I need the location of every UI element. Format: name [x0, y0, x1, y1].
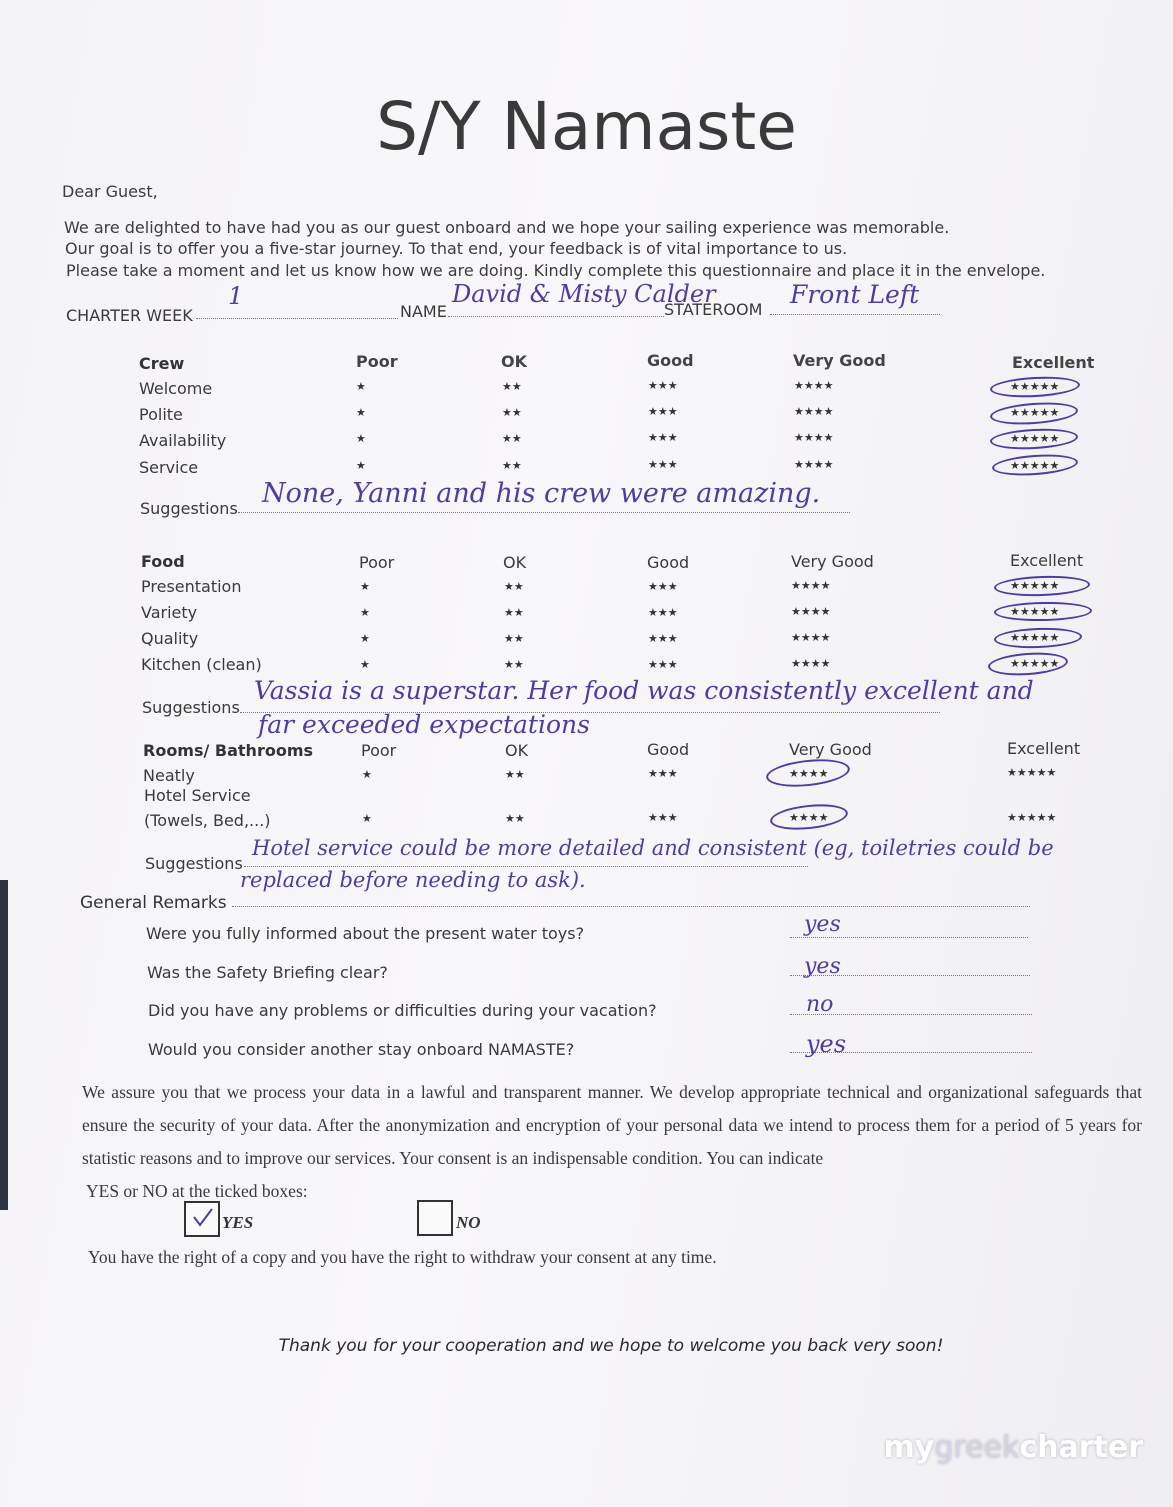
rating-star-4[interactable]: ★★★★ — [794, 406, 834, 418]
watermark-part-greek: greek — [934, 1430, 1020, 1465]
answer-water-toys[interactable]: yes — [804, 912, 841, 937]
rating-star-1[interactable]: ★ — [356, 460, 366, 472]
crew-item-polite: Polite — [139, 405, 183, 424]
thank-you-note: Thank you for your cooperation and we hope to welcome you back very soon! — [278, 1336, 944, 1356]
rating-star-2[interactable]: ★★ — [504, 607, 524, 619]
food-suggestions-line2[interactable]: far exceeded expectations — [258, 710, 590, 739]
crew-suggestions-text[interactable]: None, Yanni and his crew were amazing. — [262, 478, 821, 509]
rating-star-4[interactable]: ★★★★ — [791, 606, 831, 618]
rooms-suggestions-line2[interactable]: replaced before needing to ask). — [240, 868, 586, 892]
crew-col-poor: Poor — [356, 352, 398, 371]
rooms-item-hotel-service: Hotel Service — [144, 786, 251, 805]
crew-col-very-good: Very Good — [793, 351, 886, 370]
page-edge-shadow — [0, 880, 8, 1210]
rooms-col-good: Good — [647, 740, 690, 759]
food-suggestions-label: Suggestions — [142, 698, 240, 717]
food-item-variety: Variety — [141, 603, 198, 622]
rooms-col-poor: Poor — [361, 741, 397, 760]
charter-week-line — [196, 318, 398, 319]
rating-star-2[interactable]: ★★ — [505, 813, 525, 825]
rating-star-2[interactable]: ★★ — [502, 381, 522, 393]
rating-star-1[interactable]: ★ — [360, 659, 370, 671]
food-suggestions-line1[interactable]: Vassia is a superstar. Her food was consistently excellent and — [254, 676, 1034, 705]
food-variety-selected-circle — [994, 601, 1092, 622]
rating-star-1[interactable]: ★ — [356, 381, 366, 393]
answer-stay-again[interactable]: yes — [806, 1030, 847, 1058]
rating-star-5[interactable]: ★★★★★ — [1007, 812, 1057, 824]
stateroom-line — [770, 314, 940, 315]
rating-star-4[interactable]: ★★★★ — [791, 580, 831, 592]
rating-star-4[interactable]: ★★★★ — [791, 632, 831, 644]
rating-star-1[interactable]: ★ — [356, 433, 366, 445]
rating-star-2[interactable]: ★★ — [502, 460, 522, 472]
crew-item-welcome: Welcome — [139, 379, 213, 398]
intro-line-3: Please take a moment and let us know how we are doing. Kindly complete this questionnaire and place it in the envelope. — [66, 261, 1046, 280]
rating-star-2[interactable]: ★★ — [504, 659, 524, 671]
stateroom-label: STATEROOM — [664, 300, 763, 319]
food-kitchen-selected-circle — [987, 650, 1068, 678]
rating-star-3[interactable]: ★★★ — [648, 607, 678, 619]
crew-suggestions-label: Suggestions — [140, 499, 238, 518]
food-col-excellent: Excellent — [1010, 551, 1084, 570]
rating-star-3[interactable]: ★★★ — [648, 633, 678, 645]
crew-suggestions-line — [238, 512, 850, 513]
rating-star-5[interactable]: ★★★★★ — [1007, 767, 1057, 779]
greeting: Dear Guest, — [62, 182, 158, 201]
rooms-suggestions-line1[interactable]: Hotel service could be more detailed and consistent (eg, toiletries could be — [252, 836, 1054, 860]
rating-star-3[interactable]: ★★★ — [648, 581, 678, 593]
rating-star-5[interactable]: ★★★★★ — [1010, 433, 1060, 445]
charter-week-label: CHARTER WEEK — [66, 306, 193, 325]
rooms-col-ok: OK — [505, 741, 529, 760]
crew-availability-selected-circle — [990, 427, 1079, 452]
general-remarks-title: General Remarks — [80, 893, 227, 913]
rating-star-1[interactable]: ★ — [356, 407, 366, 419]
rating-star-5[interactable]: ★★★★★ — [1010, 460, 1060, 472]
food-item-quality: Quality — [141, 629, 199, 648]
rooms-col-excellent: Excellent — [1007, 739, 1081, 758]
question-water-toys: Were you fully informed about the present water toys? — [146, 924, 585, 943]
crew-polite-selected-circle — [989, 400, 1078, 427]
rating-star-3[interactable]: ★★★ — [648, 406, 678, 418]
rating-star-5[interactable]: ★★★★★ — [1010, 407, 1060, 419]
question-stay-again: Would you consider another stay onboard NAMASTE? — [148, 1040, 575, 1059]
crew-item-service: Service — [139, 458, 199, 477]
rating-star-5[interactable]: ★★★★★ — [1010, 632, 1060, 644]
rating-star-1[interactable]: ★ — [362, 813, 372, 825]
answer-problems[interactable]: no — [806, 992, 834, 1017]
charter-week-value[interactable]: 1 — [228, 282, 244, 310]
name-line — [448, 316, 664, 317]
answer-safety-briefing[interactable]: yes — [804, 954, 841, 979]
rooms-section-title: Rooms/ Bathrooms — [143, 741, 314, 760]
rating-star-2[interactable]: ★★ — [505, 769, 525, 781]
rooms-item-towels-bed: (Towels, Bed,...) — [144, 811, 271, 830]
watermark-part-my: my — [883, 1430, 935, 1465]
rating-star-3[interactable]: ★★★ — [648, 659, 678, 671]
consent-yes-checkbox[interactable] — [184, 1201, 220, 1237]
rating-star-4[interactable]: ★★★★ — [794, 380, 834, 392]
question-safety-briefing: Was the Safety Briefing clear? — [147, 963, 388, 982]
rating-star-3[interactable]: ★★★ — [648, 459, 678, 471]
consent-no-checkbox[interactable] — [417, 1200, 453, 1236]
rating-star-1[interactable]: ★ — [360, 607, 370, 619]
rating-star-4[interactable]: ★★★★ — [789, 812, 829, 824]
intro-line-1: We are delighted to have had you as our guest onboard and we hope your sailing experience was memorable. — [64, 218, 950, 237]
rating-star-4[interactable]: ★★★★ — [794, 432, 834, 444]
food-item-presentation: Presentation — [141, 577, 242, 596]
rooms-suggestions-line — [244, 866, 808, 867]
form-title: S/Y Namaste — [376, 88, 797, 165]
intro-line-2: Our goal is to offer you a five-star journey. To that end, your feedback is of vital importance to us. — [65, 239, 848, 258]
checkmark-icon — [186, 1203, 218, 1235]
food-section-title: Food — [141, 552, 185, 571]
rooms-neatly-selected-circle — [765, 756, 851, 791]
crew-service-selected-circle — [991, 452, 1078, 478]
food-col-ok: OK — [503, 553, 527, 572]
rating-star-1[interactable]: ★ — [360, 633, 370, 645]
rating-star-4[interactable]: ★★★★ — [789, 768, 829, 780]
rating-star-5[interactable]: ★★★★★ — [1010, 658, 1060, 670]
consent-yes-label: YES — [222, 1213, 254, 1232]
rating-star-1[interactable]: ★ — [360, 581, 370, 593]
rating-star-3[interactable]: ★★★ — [648, 380, 678, 392]
rooms-hotel-service-selected-circle — [769, 801, 849, 833]
name-value[interactable]: David & Misty Calder — [452, 280, 716, 308]
crew-item-availability: Availability — [139, 431, 227, 450]
rooms-suggestions-label: Suggestions — [145, 854, 243, 873]
rating-star-5[interactable]: ★★★★★ — [1010, 381, 1060, 393]
rooms-col-very-good: Very Good — [789, 740, 872, 759]
rating-star-5[interactable]: ★★★★★ — [1010, 606, 1060, 618]
food-presentation-selected-circle — [994, 574, 1091, 597]
food-col-very-good: Very Good — [791, 552, 874, 571]
name-label: NAME — [400, 302, 447, 321]
privacy-statement: We assure you that we process your data in a lawful and transparent manner. We develop appropriate technical and organizational safeguards that ensure the security of your data. After the anonymization and encryption of your personal data we intend to process them for a period of 5 years for statistic reasons and to improve our services. Your consent is an indispensable condition. You can indicate — [82, 1082, 1142, 1168]
rating-star-2[interactable]: ★★ — [502, 433, 522, 445]
rating-star-3[interactable]: ★★★ — [648, 432, 678, 444]
yes-no-instruction: YES or NO at the ticked boxes: — [86, 1181, 308, 1201]
answer-line — [790, 937, 1028, 938]
rating-star-3[interactable]: ★★★ — [648, 812, 678, 824]
rating-star-4[interactable]: ★★★★ — [794, 459, 834, 471]
crew-welcome-selected-circle — [990, 375, 1081, 400]
crew-col-excellent: Excellent — [1012, 353, 1095, 372]
rating-star-2[interactable]: ★★ — [504, 633, 524, 645]
watermark-part-charter: charter — [1019, 1430, 1143, 1465]
rating-star-2[interactable]: ★★ — [502, 407, 522, 419]
food-item-kitchen: Kitchen (clean) — [141, 655, 262, 674]
consent-no-label: NO — [456, 1213, 481, 1232]
rating-star-5[interactable]: ★★★★★ — [1010, 580, 1060, 592]
rights-statement: You have the right of a copy and you have the right to withdraw your consent at any time. — [88, 1247, 717, 1267]
crew-section-title: Crew — [139, 354, 185, 373]
food-quality-selected-circle — [994, 626, 1083, 649]
crew-col-good: Good — [647, 351, 694, 370]
rating-star-3[interactable]: ★★★ — [648, 768, 678, 780]
food-col-poor: Poor — [359, 553, 395, 572]
rating-star-4[interactable]: ★★★★ — [791, 658, 831, 670]
general-remarks-line — [232, 906, 1030, 907]
stateroom-value[interactable]: Front Left — [790, 280, 920, 309]
watermark-logo — [883, 1430, 1143, 1465]
crew-col-ok: OK — [501, 352, 527, 371]
question-problems: Did you have any problems or difficulties during your vacation? — [148, 1001, 657, 1020]
food-col-good: Good — [647, 553, 690, 572]
rating-star-2[interactable]: ★★ — [504, 581, 524, 593]
rating-star-1[interactable]: ★ — [362, 769, 372, 781]
rooms-item-neatly: Neatly — [143, 766, 195, 785]
